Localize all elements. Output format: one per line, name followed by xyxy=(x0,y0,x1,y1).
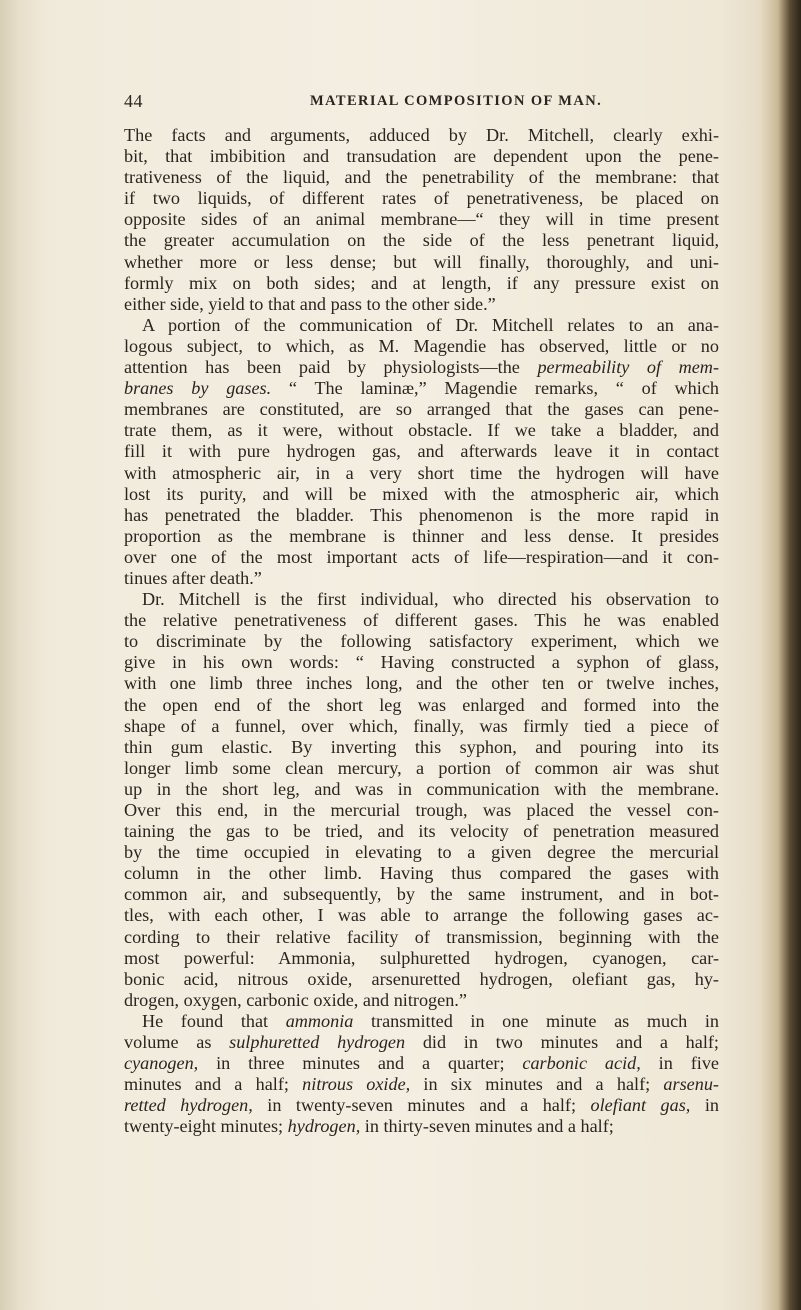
text-line xyxy=(124,1032,719,1053)
text-run: the greater accumulation on the side of the less penetrant liquid, xyxy=(124,230,719,251)
text-run: by the time occupied in elevating to a given degree the mercurial xyxy=(124,842,719,863)
text-line xyxy=(124,399,719,420)
body-text xyxy=(124,125,719,1138)
text-run: in xyxy=(690,1095,719,1116)
page-header xyxy=(124,91,715,117)
text-run: over one of the most important acts of life—respiration—and it con- xyxy=(124,546,719,567)
text-line xyxy=(124,441,719,462)
text-line xyxy=(124,209,719,230)
text-run: A portion of the communication of Dr. Mitchell relates to an ana- xyxy=(142,314,719,335)
text-line xyxy=(124,505,719,526)
text-run: cording to their relative facility of transmission, beginning with the xyxy=(124,926,719,947)
text-line xyxy=(124,927,719,948)
italic-text: cyanogen, xyxy=(124,1053,199,1074)
text-line xyxy=(124,420,719,441)
italic-text: retted hydrogen, xyxy=(124,1095,253,1116)
text-line xyxy=(124,1053,719,1074)
text-line xyxy=(124,631,719,652)
text-run: trate them, as it were, without obstacle. If we take a bladder, and xyxy=(124,420,719,441)
text-run: lost its purity, and will be mixed with the atmospheric air, which xyxy=(124,483,719,504)
text-run: in thirty-seven minutes and a half; xyxy=(360,1116,614,1137)
text-line xyxy=(124,1011,719,1032)
text-line xyxy=(124,969,719,990)
text-run: most powerful: Ammonia, sulphuretted hydrogen, cyanogen, car- xyxy=(124,947,719,968)
text-run: fill it with pure hydrogen gas, and afterwards leave it in contact xyxy=(124,441,719,462)
text-line xyxy=(124,863,719,884)
text-line xyxy=(124,673,719,694)
italic-text: nitrous oxide, xyxy=(302,1074,411,1095)
text-line xyxy=(124,230,719,251)
text-run: give in his own words: “ Having constructed a syphon of glass, xyxy=(124,652,719,673)
text-run: He found that xyxy=(142,1010,286,1031)
text-line xyxy=(124,589,719,610)
text-run: drogen, oxygen, carbonic oxide, and nitrogen.” xyxy=(124,989,467,1010)
text-run: in three minutes and a quarter; xyxy=(198,1053,523,1074)
text-run: bit, that imbibition and transudation are dependent upon the pene- xyxy=(124,146,719,167)
text-line xyxy=(124,294,719,315)
text-line xyxy=(124,463,719,484)
text-line xyxy=(124,610,719,631)
italic-text: permeability of mem- xyxy=(537,357,720,378)
text-run: shape of a funnel, over which, finally, was firmly tied a piece of xyxy=(124,715,719,736)
text-run: The facts and arguments, adduced by Dr. Mitchell, clearly exhi- xyxy=(124,125,719,145)
text-line xyxy=(124,252,719,273)
italic-text: hydrogen, xyxy=(287,1116,361,1137)
text-run: in twenty-seven minutes and a half; xyxy=(252,1095,591,1116)
text-line xyxy=(124,146,719,167)
text-run: with one limb three inches long, and the other ten or twelve inches, xyxy=(124,673,719,694)
text-run: Over this end, in the mercurial trough, was placed the vessel con- xyxy=(124,800,719,820)
text-line xyxy=(124,948,719,969)
text-run: taining the gas to be tried, and its velocity of penetration measured xyxy=(124,821,719,842)
text-run: thin gum elastic. By inverting this syphon, and pouring into its xyxy=(124,736,719,757)
text-line xyxy=(124,167,719,188)
text-line xyxy=(124,526,719,547)
text-run: opposite sides of an animal membrane—“ they will in time present xyxy=(124,209,719,230)
text-run: trativeness of the liquid, and the penetrability of the membrane: that xyxy=(124,167,719,188)
text-run: common air, and subsequently, by the same instrument, and in bot- xyxy=(124,884,719,905)
text-line xyxy=(124,716,719,737)
italic-text: arsenu- xyxy=(663,1074,719,1095)
text-run: in five xyxy=(640,1053,719,1074)
text-line xyxy=(124,547,719,568)
text-run: whether more or less dense; but will finally, thoroughly, and uni- xyxy=(124,251,719,272)
text-line xyxy=(124,800,719,821)
text-line xyxy=(124,378,719,399)
page-left-shadow xyxy=(0,0,40,1310)
text-line xyxy=(124,568,719,589)
text-run: attention has been paid by physiologists—the xyxy=(124,357,538,378)
text-run: to discriminate by the following satisfactory experiment, which we xyxy=(124,631,719,652)
text-run: transmitted in one minute as much in xyxy=(353,1010,719,1031)
text-run: tles, with each other, I was able to arrange the following gases ac- xyxy=(124,905,719,926)
text-run: Dr. Mitchell is the first individual, who directed his observation to xyxy=(142,589,719,610)
italic-text: carbonic acid, xyxy=(522,1053,641,1074)
text-run: in six minutes and a half; xyxy=(410,1074,664,1095)
text-line xyxy=(124,652,719,673)
italic-text: ammonia xyxy=(285,1010,354,1031)
text-line xyxy=(124,821,719,842)
italic-text: branes by gases. xyxy=(124,378,272,399)
text-run: the open end of the short leg was enlarged and formed into the xyxy=(124,694,719,715)
text-run: longer limb some clean mercury, a portion of common air was shut xyxy=(124,757,719,778)
text-run: either side, yield to that and pass to the other side.” xyxy=(124,293,496,314)
text-line xyxy=(124,484,719,505)
text-run: twenty-eight minutes; xyxy=(124,1116,288,1137)
text-line xyxy=(124,884,719,905)
text-line xyxy=(124,315,719,336)
text-run: formly mix on both sides; and at length, if any pressure exist on xyxy=(124,272,719,293)
text-line xyxy=(124,779,719,800)
text-line xyxy=(124,737,719,758)
text-run: logous subject, to which, as M. Magendie has observed, little or no xyxy=(124,335,719,356)
italic-text: olefiant gas, xyxy=(590,1095,691,1116)
text-run: has penetrated the bladder. This phenomenon is the more rapid in xyxy=(124,504,719,525)
text-line xyxy=(124,357,719,378)
text-line xyxy=(124,990,719,1011)
text-line xyxy=(124,1074,719,1095)
text-run: tinues after death.” xyxy=(124,567,262,588)
text-run: the relative penetrativeness of different gases. This he was enabled xyxy=(124,610,719,631)
text-run: column in the other limb. Having thus compared the gases with xyxy=(124,863,719,884)
text-line xyxy=(124,273,719,294)
page-number: 44 xyxy=(124,91,143,111)
text-line xyxy=(124,188,719,209)
text-line xyxy=(124,905,719,926)
text-line xyxy=(124,842,719,863)
text-line xyxy=(124,336,719,357)
text-run: minutes and a half; xyxy=(124,1074,303,1095)
text-line xyxy=(124,1116,719,1137)
text-run: if two liquids, of different rates of penetrativeness, be placed on xyxy=(124,188,719,209)
text-run: with atmospheric air, in a very short time the hydrogen will have xyxy=(124,462,719,483)
text-line xyxy=(124,1095,719,1116)
text-run: membranes are constituted, are so arranged that the gases can pene- xyxy=(124,399,719,420)
text-line xyxy=(124,125,719,146)
text-run: volume as xyxy=(124,1032,230,1053)
italic-text: sulphuretted hydrogen xyxy=(229,1032,406,1053)
running-title: MATERIAL COMPOSITION OF MAN. xyxy=(310,93,603,109)
text-run: did in two minutes and a half; xyxy=(405,1032,719,1053)
text-line xyxy=(124,758,719,779)
text-run: proportion as the membrane is thinner and less dense. It presides xyxy=(124,525,719,546)
text-run: “ The laminæ,” Magendie remarks, “ of which xyxy=(271,378,719,399)
text-run: bonic acid, nitrous oxide, arsenuretted hydrogen, olefiant gas, hy- xyxy=(124,968,719,989)
text-run: up in the short leg, and was in communication with the membrane. xyxy=(124,778,719,799)
text-line xyxy=(124,695,719,716)
